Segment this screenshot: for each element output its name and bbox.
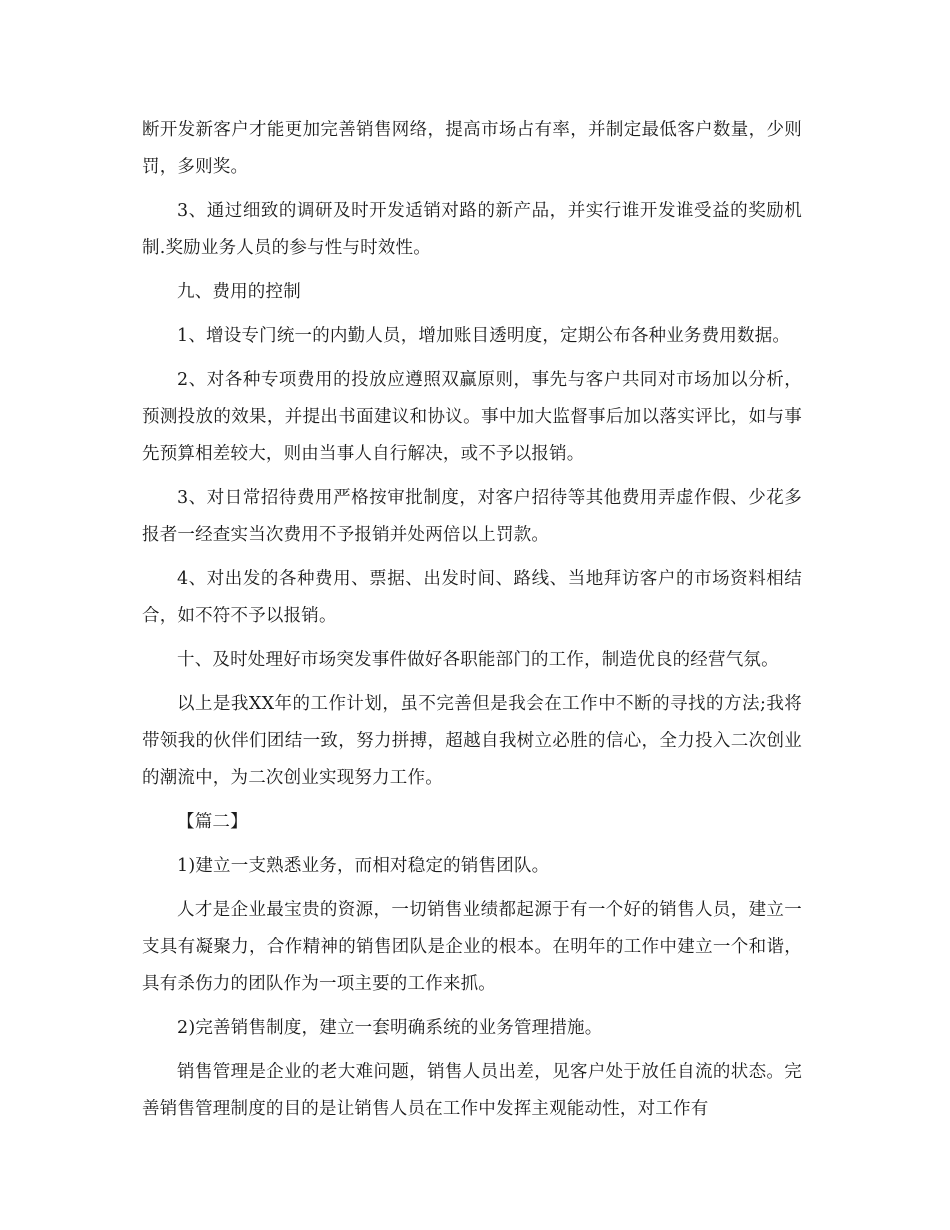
paragraph-item-4-travel: 4、对出发的各种费用、票据、出发时间、路线、当地拜访客户的市场资料相结合，如不符不予以报销。 — [142, 569, 802, 626]
section-heading-emergencies: 十、及时处理好市场突发事件做好各职能部门的工作，制造优良的经营气氛。 — [177, 650, 779, 670]
paragraph-system-body: 销售管理是企业的老大难问题，销售人员出差，见客户处于放任自流的状态。完善销售管理制度的目的是让销售人员在工作中发挥主观能动性，对工作有 — [142, 1062, 802, 1119]
section-heading-part-two: 【篇二】 — [177, 812, 248, 832]
paragraph-conclusion: 以上是我XX年的工作计划，虽不完善但是我会在工作中不断的寻找的方法;我将带领我的伙伴们团结一致，努力拼搏，超越自我树立必胜的信心，全力投入二次创业的潮流中，为二次创业实现努力工作。 — [142, 694, 802, 788]
document-page — [142, 112, 802, 1135]
paragraph-item-3-new-products: 3、通过细致的调研及时开发适销对路的新产品，并实行谁开发谁受益的奖励机制.奖励业务人员的参与性与时效性。 — [142, 201, 802, 258]
paragraph-point-2-system: 2)完善销售制度，建立一套明确系统的业务管理措施。 — [177, 1018, 603, 1038]
paragraph-item-3-entertainment: 3、对日常招待费用严格按审批制度，对客户招待等其他费用弄虚作假、少花多报者一经查实当次费用不予报销并处两倍以上罚款。 — [142, 488, 802, 545]
paragraph-item-2-special-costs: 2、对各种专项费用的投放应遵照双赢原则，事先与客户共同对市场加以分析，预测投放的效果，并提出书面建议和协议。事中加大监督事后加以落实评比，如与事先预算相差较大，则由当事人自行解决，或不予以报销。 — [142, 370, 802, 464]
section-heading-cost-control: 九、费用的控制 — [177, 282, 301, 302]
paragraph-continuation: 断开发新客户才能更加完善销售网络，提高市场占有率，并制定最低客户数量，少则罚，多则奖。 — [142, 120, 802, 177]
paragraph-team-body: 人才是企业最宝贵的资源，一切销售业绩都起源于有一个好的销售人员，建立一支具有凝聚力，合作精神的销售团队是企业的根本。在明年的工作中建立一个和谐，具有杀伤力的团队作为一项主要的工作来抓。 — [142, 900, 802, 994]
paragraph-point-1-team: 1)建立一支熟悉业务，而相对稳定的销售团队。 — [177, 856, 550, 876]
paragraph-item-1-clerk: 1、增设专门统一的内勤人员，增加账目透明度，定期公布各种业务费用数据。 — [177, 326, 791, 346]
